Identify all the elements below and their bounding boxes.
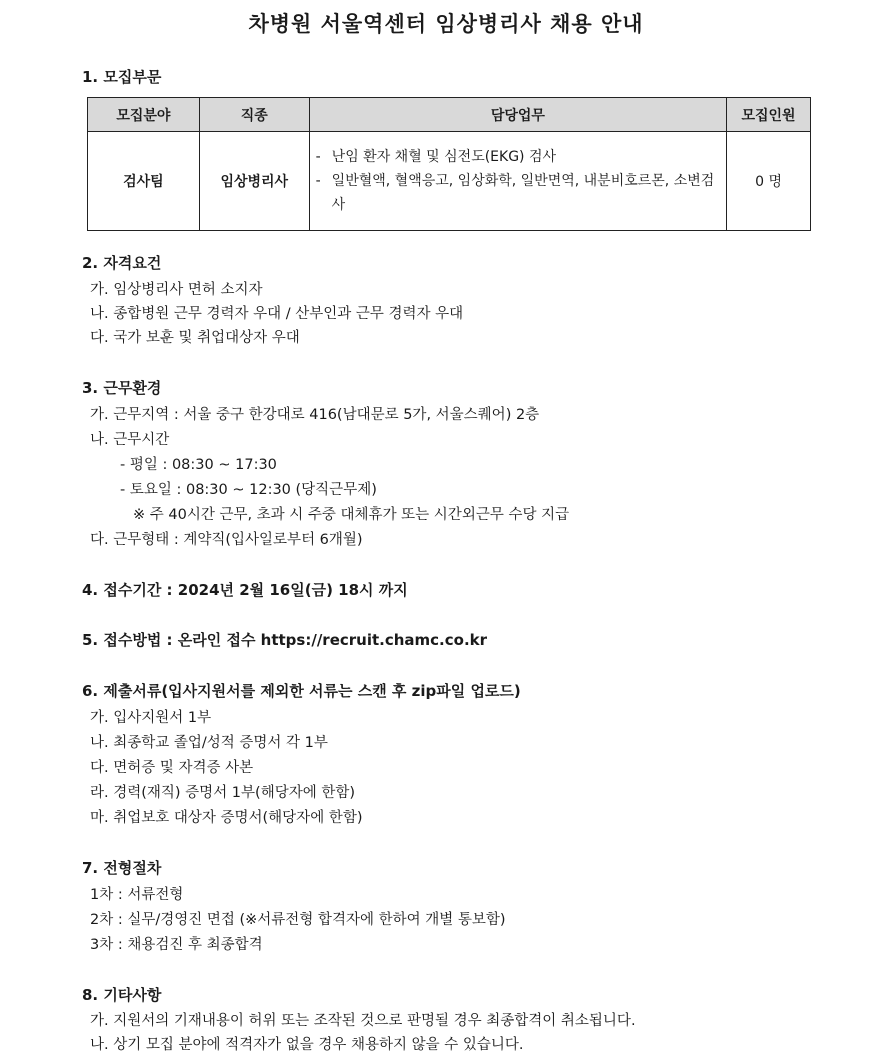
list-item: 다. 국가 보훈 및 취업대상자 우대 — [90, 330, 300, 346]
section-2-heading: 2. 자격요건 — [82, 254, 162, 272]
list-item: 마. 취업보호 대상자 증명서(해당자에 한함) — [90, 810, 363, 826]
section-8-heading: 8. 기타사항 — [82, 986, 162, 1004]
hours-note: ※ 주 40시간 근무, 초과 시 주중 대체휴가 또는 시간외근무 수당 지급 — [133, 507, 570, 523]
table-header-cell: 모집분야 — [88, 98, 200, 132]
list-item: 가. 입사지원서 1부 — [90, 710, 212, 726]
document-title: 차병원 서울역센터 임상병리사 채용 안내 — [248, 12, 644, 36]
duty-item — [316, 169, 720, 217]
section-4-heading: 4. 접수기간 : 2024년 2월 16일(금) 18시 까지 — [82, 581, 408, 599]
section-5-heading: 5. 접수방법 : 온라인 접수 https://recruit.chamc.co.kr — [82, 631, 488, 649]
table-header-cell: 담당업무 — [309, 98, 726, 132]
work-hours-label: 나. 근무시간 — [90, 432, 170, 448]
list-item: 가. 지원서의 기재내용이 허위 또는 조작된 것으로 판명될 경우 최종합격이 취소됩니다. — [90, 1013, 636, 1029]
section-1-heading: 1. 모집부문 — [82, 68, 162, 86]
duty-marker: - — [315, 149, 321, 165]
duty-text: 난임 환자 채혈 및 심전도(EKG) 검사 — [331, 149, 557, 165]
table-header-row — [88, 98, 811, 132]
duty-text: 일반혈액, 혈액응고, 임상화학, 일반면역, 내분비호르몬, 소변검사 — [331, 173, 715, 213]
list-item: 가. 임상병리사 면허 소지자 — [90, 282, 263, 298]
list-item: 나. 상기 모집 분야에 적격자가 없을 경우 채용하지 않을 수 있습니다. — [90, 1037, 524, 1053]
section-7-heading: 7. 전형절차 — [82, 859, 162, 877]
weekday-hours: - 평일 : 08:30 ~ 17:30 — [120, 457, 277, 473]
count-cell: 0 명 — [727, 132, 811, 231]
table-header-cell: 직종 — [199, 98, 309, 132]
saturday-hours: - 토요일 : 08:30 ~ 12:30 (당직근무제) — [120, 482, 377, 498]
list-item: 나. 종합병원 근무 경력자 우대 / 산부인과 근무 경력자 우대 — [90, 306, 464, 322]
duties-cell — [309, 132, 726, 231]
list-item: 2차 : 실무/경영진 면접 (※서류전형 합격자에 한하여 개별 통보함) — [90, 912, 506, 928]
table-row — [88, 132, 811, 231]
work-location: 가. 근무지역 : 서울 중구 한강대로 416(남대문로 5가, 서울스퀘어) 2층 — [90, 407, 540, 423]
section-3-heading: 3. 근무환경 — [82, 379, 162, 397]
list-item: 라. 경력(재직) 증명서 1부(해당자에 한함) — [90, 785, 356, 801]
job-cell: 임상병리사 — [199, 132, 309, 231]
field-cell: 검사팀 — [88, 132, 200, 231]
section-6-heading: 6. 제출서류(입사지원서를 제외한 서류는 스캔 후 zip파일 업로드) — [82, 682, 521, 700]
duty-marker: - — [315, 173, 321, 189]
list-item: 3차 : 채용검진 후 최종합격 — [90, 937, 263, 953]
list-item: 1차 : 서류전형 — [90, 887, 184, 903]
employment-type: 다. 근무형태 : 계약직(입사일로부터 6개월) — [90, 532, 363, 548]
table-header-cell: 모집인원 — [727, 98, 811, 132]
list-item: 나. 최종학교 졸업/성적 증명서 각 1부 — [90, 735, 328, 751]
list-item: 다. 면허증 및 자격증 사본 — [90, 760, 254, 776]
recruitment-table — [87, 97, 811, 231]
duty-item — [316, 145, 720, 169]
